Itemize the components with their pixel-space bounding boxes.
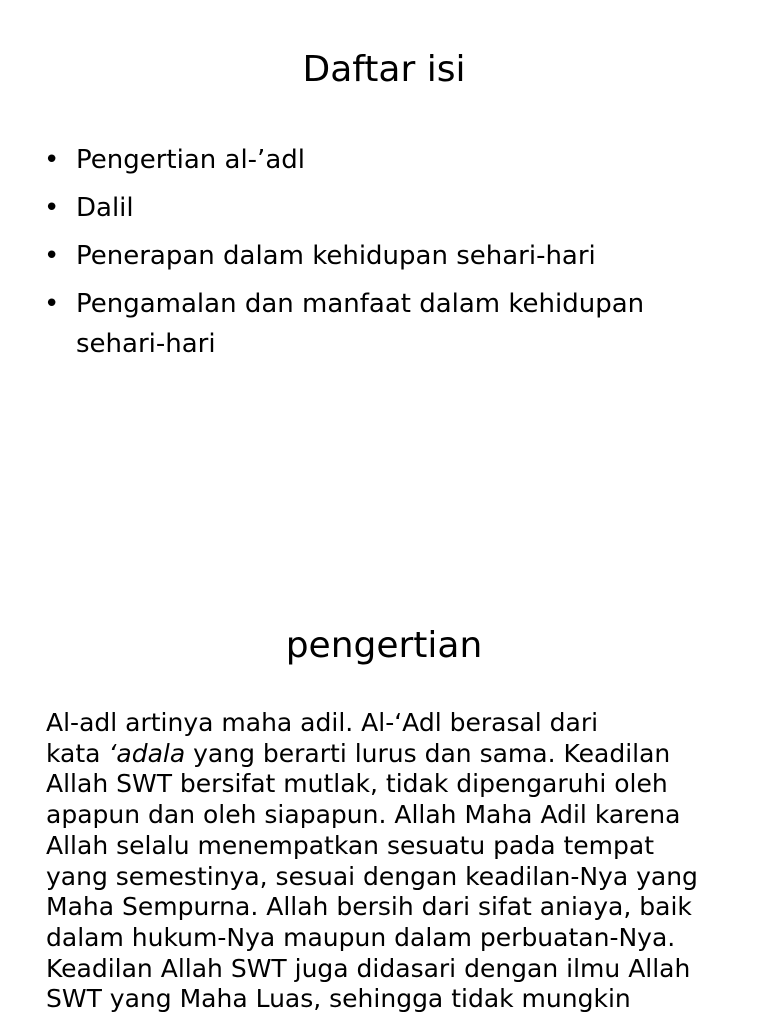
list-item <box>44 236 734 276</box>
paragraph-line: dalam hukum-Nya maupun dalam perbuatan-Nya. <box>46 922 676 952</box>
italic-term: ‘adala <box>108 738 186 768</box>
paragraph-line: Allah selalu menempatkan sesuatu pada tempat <box>46 830 655 860</box>
paragraph-line: kata ‘adala yang berarti lurus dan sama. Keadilan <box>46 738 671 768</box>
slide-title: Daftar isi <box>302 49 466 90</box>
paragraph-line: Maha Sempurna. Allah bersih dari sifat aniaya, baik <box>46 892 692 922</box>
paragraph-line: Allah SWT bersifat mutlak, tidak dipengaruhi oleh <box>46 769 668 799</box>
list-item-text: Pengamalan dan manfaat dalam kehidupan sehari-hari <box>76 289 645 359</box>
list-item-text: Dalil <box>76 193 134 223</box>
paragraph-line: apapun dan oleh siapapun. Allah Maha Adil karena <box>46 800 681 830</box>
table-of-contents-list <box>44 140 734 372</box>
list-item <box>44 140 734 180</box>
paragraph-line: SWT yang Maha Luas, sehingga tidak mungkin <box>46 984 631 1014</box>
bullet-icon: • <box>44 193 60 223</box>
list-item-text: Penerapan dalam kehidupan sehari-hari <box>76 241 596 271</box>
slide-pengertian <box>0 512 768 1024</box>
slide-title: pengertian <box>285 625 483 666</box>
bullet-icon: • <box>44 145 60 175</box>
list-item-text: Pengertian al-’adl <box>76 145 305 175</box>
bullet-icon: • <box>44 289 60 319</box>
paragraph-line: Keadilan Allah SWT juga didasari dengan ilmu Allah <box>46 953 691 983</box>
paragraph-line: yang semestinya, sesuai dengan keadilan-Nya yang <box>46 861 698 891</box>
list-item <box>44 284 734 364</box>
list-item <box>44 188 734 228</box>
bullet-icon: • <box>44 241 60 271</box>
paragraph-line: Al-adl artinya maha adil. Al-‘Adl berasal dari <box>46 708 599 737</box>
definition-paragraph <box>46 708 736 1015</box>
